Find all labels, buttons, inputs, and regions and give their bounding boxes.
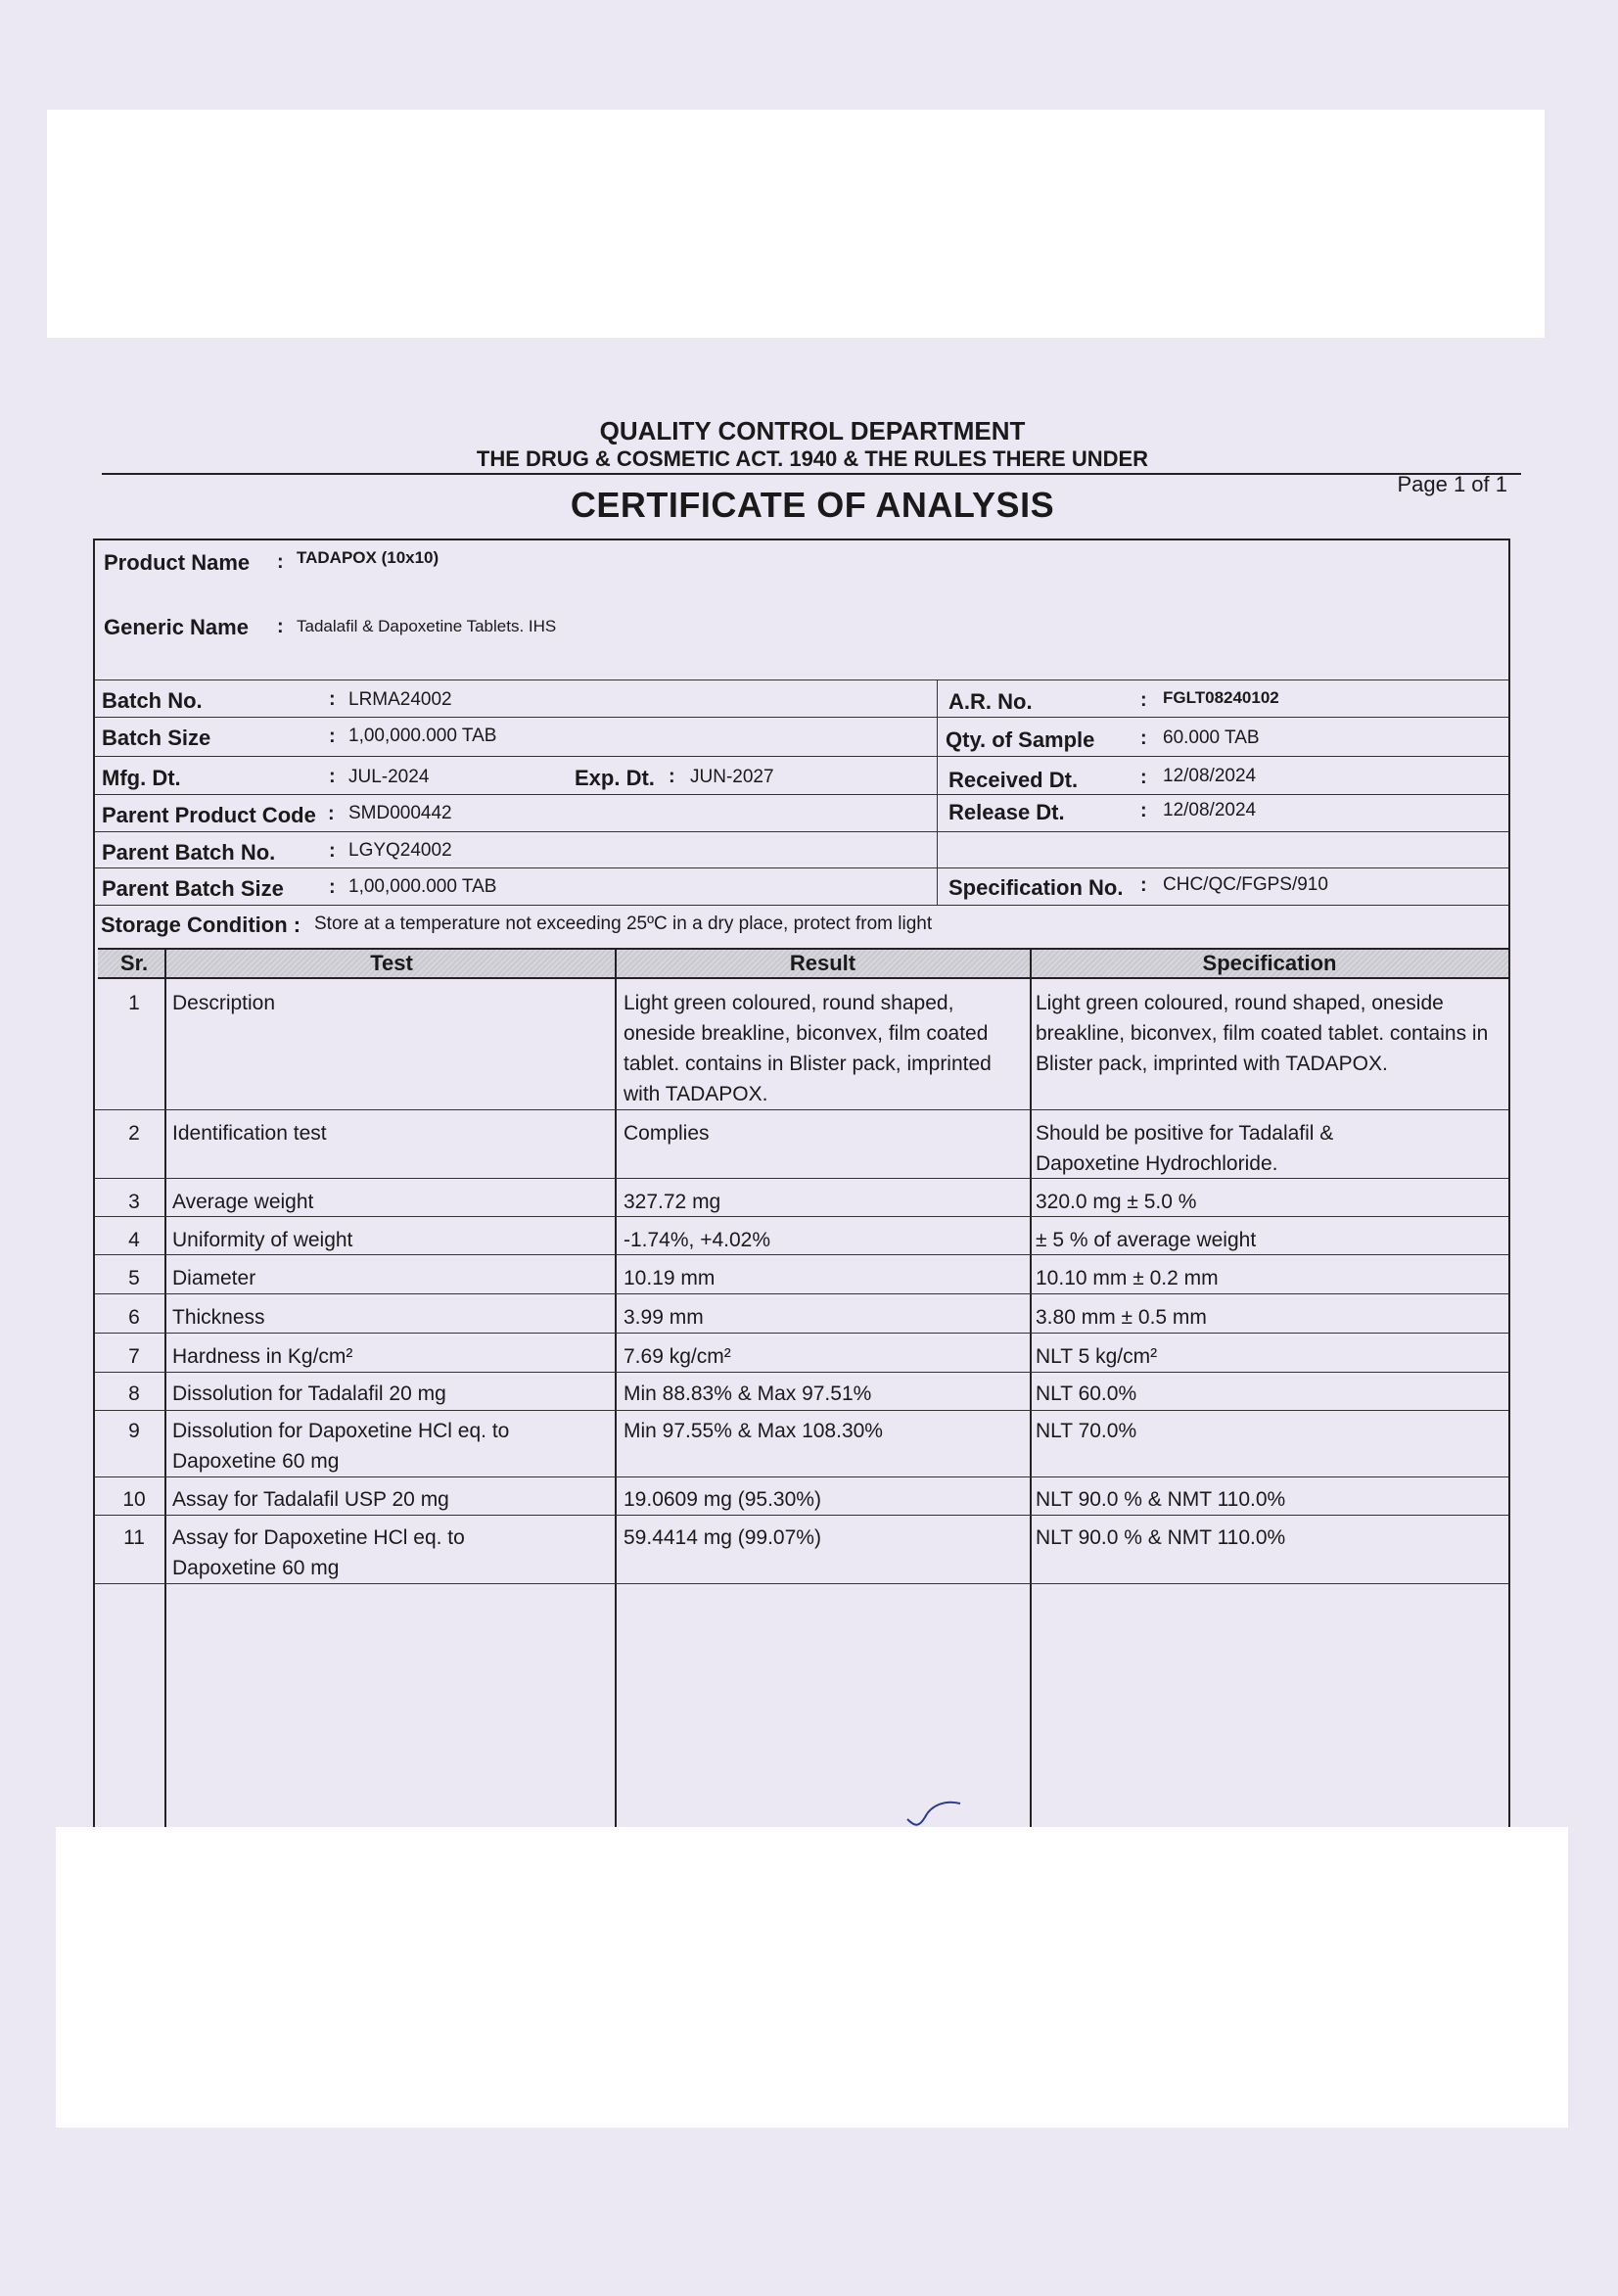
- row-result: 327.72 mg: [624, 1191, 721, 1213]
- row-test: Description: [172, 992, 276, 1014]
- row-divider: [95, 905, 1508, 906]
- colon: :: [329, 688, 336, 710]
- column-header-specification: Specification: [1202, 951, 1337, 975]
- received-date-label: Received Dt.: [948, 768, 1079, 792]
- row-result: 7.69 kg/cm²: [624, 1345, 731, 1368]
- row-sr: 9: [128, 1420, 140, 1442]
- row-divider: [95, 1333, 1508, 1334]
- batch-size-value: 1,00,000.000 TAB: [348, 726, 497, 746]
- column-header-sr: Sr.: [119, 951, 149, 975]
- colon: :: [669, 766, 675, 787]
- parent-batch-no-value: LGYQ24002: [348, 840, 452, 861]
- row-test: Identification test: [172, 1122, 327, 1145]
- row-result: 3.99 mm: [624, 1306, 704, 1329]
- row-specification: NLT 5 kg/cm²: [1036, 1345, 1158, 1368]
- row-test: Dissolution for Tadalafil 20 mg: [172, 1382, 446, 1405]
- row-divider: [95, 1293, 1508, 1294]
- colon: :: [277, 616, 284, 637]
- row-sr: 11: [123, 1526, 145, 1549]
- parent-batch-size-value: 1,00,000.000 TAB: [348, 876, 497, 897]
- certificate-frame: [93, 539, 1510, 1827]
- colon: :: [1140, 767, 1147, 788]
- batch-size-label: Batch Size: [102, 726, 211, 750]
- generic-name-label: Generic Name: [104, 615, 249, 639]
- row-divider: [95, 867, 1508, 868]
- row-result: Complies: [624, 1122, 710, 1145]
- row-test: Hardness in Kg/cm²: [172, 1345, 353, 1368]
- parent-batch-size-label: Parent Batch Size: [102, 876, 284, 901]
- row-divider: [95, 1410, 1508, 1411]
- row-result: -1.74%, +4.02%: [624, 1229, 771, 1251]
- release-date-label: Release Dt.: [948, 800, 1065, 824]
- product-name-label: Product Name: [104, 550, 251, 575]
- parent-product-code-value: SMD000442: [348, 803, 452, 823]
- column-header-test: Test: [370, 951, 413, 975]
- row-sr: 1: [128, 992, 140, 1014]
- row-result: Min 97.55% & Max 108.30%: [624, 1420, 883, 1442]
- storage-condition-value: Store at a temperature not exceeding 25ºC in a dry place, protect from light: [314, 914, 933, 934]
- parent-batch-no-label: Parent Batch No.: [102, 840, 276, 865]
- row-specification: 3.80 mm ± 0.5 mm: [1036, 1306, 1207, 1329]
- row-divider: [95, 1515, 1508, 1516]
- row-result: Min 88.83% & Max 97.51%: [624, 1382, 872, 1405]
- colon: :: [329, 726, 336, 747]
- row-sr: 5: [128, 1267, 140, 1289]
- row-specification: NLT 70.0%: [1036, 1420, 1137, 1442]
- colon: :: [1140, 800, 1147, 821]
- row-result: 59.4414 mg (99.07%): [624, 1526, 821, 1549]
- row-sr: 10: [122, 1488, 146, 1511]
- row-result: Light green coloured, round shaped, oneside breakline, biconvex, film coated tablet. contains in Blister pack, imprinted with TADAPOX.: [624, 992, 992, 1105]
- row-sr: 6: [128, 1306, 140, 1329]
- qty-sample-value: 60.000 TAB: [1163, 727, 1260, 748]
- product-name-value: TADAPOX (10x10): [297, 548, 439, 567]
- row-sr: 8: [128, 1382, 140, 1405]
- batch-no-value: LRMA24002: [348, 689, 452, 710]
- certificate-title: CERTIFICATE OF ANALYSIS: [570, 485, 1055, 525]
- row-divider: [95, 679, 1508, 680]
- colon: :: [1140, 874, 1147, 896]
- redacted-footer: [56, 1827, 1568, 2128]
- row-test: Uniformity of weight: [172, 1229, 353, 1251]
- column-header-result: Result: [789, 951, 856, 975]
- exp-date-value: JUN-2027: [690, 767, 774, 787]
- row-sr: 2: [128, 1122, 140, 1145]
- mfg-date-value: JUL-2024: [348, 767, 430, 787]
- row-divider: [95, 1372, 1508, 1373]
- row-specification: ± 5 % of average weight: [1036, 1229, 1257, 1251]
- generic-name-value: Tadalafil & Dapoxetine Tablets. IHS: [297, 617, 557, 635]
- redacted-letterhead: [47, 110, 1545, 338]
- row-specification: NLT 90.0 % & NMT 110.0%: [1036, 1526, 1286, 1549]
- row-divider: [95, 831, 1508, 832]
- row-specification: Light green coloured, round shaped, oneside breakline, biconvex, film coated tablet. contains in Blister pack, imprinted with TADAPOX.: [1036, 992, 1489, 1075]
- row-test: Assay for Tadalafil USP 20 mg: [172, 1488, 449, 1511]
- specification-no-label: Specification No.: [948, 875, 1124, 900]
- colon: :: [1140, 689, 1147, 711]
- row-test: Assay for Dapoxetine HCl eq. to Dapoxetine 60 mg: [172, 1526, 465, 1579]
- mfg-date-label: Mfg. Dt.: [102, 766, 181, 790]
- ar-no-value: FGLT08240102: [1163, 688, 1279, 707]
- row-result: 10.19 mm: [624, 1267, 716, 1289]
- received-date-value: 12/08/2024: [1163, 766, 1257, 786]
- row-divider: [95, 794, 1508, 795]
- colon: :: [277, 551, 284, 573]
- row-sr: 4: [128, 1229, 140, 1251]
- storage-condition-label: Storage Condition :: [101, 913, 301, 937]
- signature-tick-mark: [905, 1798, 964, 1831]
- header-rule: [102, 473, 1521, 475]
- row-result: 19.0609 mg (95.30%): [624, 1488, 821, 1511]
- colon: :: [328, 803, 335, 824]
- row-test: Thickness: [172, 1306, 265, 1329]
- row-divider: [95, 1109, 1508, 1110]
- release-date-value: 12/08/2024: [1163, 800, 1257, 820]
- act-heading: THE DRUG & COSMETIC ACT. 1940 & THE RULES THERE UNDER: [476, 446, 1149, 471]
- row-divider: [95, 717, 1508, 718]
- colon: :: [329, 766, 336, 787]
- row-test: Average weight: [172, 1191, 314, 1213]
- row-sr: 7: [128, 1345, 140, 1368]
- qty-sample-label: Qty. of Sample: [946, 727, 1095, 752]
- department-heading: QUALITY CONTROL DEPARTMENT: [599, 416, 1026, 445]
- row-specification: 10.10 mm ± 0.2 mm: [1036, 1267, 1219, 1289]
- row-test: Dissolution for Dapoxetine HCl eq. to Dapoxetine 60 mg: [172, 1420, 510, 1473]
- column-divider: [937, 679, 938, 905]
- row-specification: Should be positive for Tadalafil & Dapoxetine Hydrochloride.: [1036, 1122, 1334, 1175]
- row-specification: 320.0 mg ± 5.0 %: [1036, 1191, 1197, 1213]
- row-specification: NLT 90.0 % & NMT 110.0%: [1036, 1488, 1286, 1511]
- row-test: Diameter: [172, 1267, 256, 1289]
- row-divider: [95, 1476, 1508, 1477]
- colon: :: [329, 840, 336, 862]
- exp-date-label: Exp. Dt.: [575, 766, 655, 790]
- specification-no-value: CHC/QC/FGPS/910: [1163, 874, 1328, 895]
- row-divider: [95, 756, 1508, 757]
- row-sr: 3: [128, 1191, 140, 1213]
- row-divider: [95, 1583, 1508, 1584]
- column-divider: [1030, 948, 1032, 1827]
- colon: :: [1140, 727, 1147, 749]
- column-divider: [615, 948, 617, 1827]
- page-number: Page 1 of 1: [1397, 472, 1507, 496]
- ar-no-label: A.R. No.: [948, 689, 1033, 714]
- row-specification: NLT 60.0%: [1036, 1382, 1137, 1405]
- batch-no-label: Batch No.: [102, 688, 203, 713]
- parent-product-code-label: Parent Product Code: [102, 803, 316, 827]
- colon: :: [329, 876, 336, 898]
